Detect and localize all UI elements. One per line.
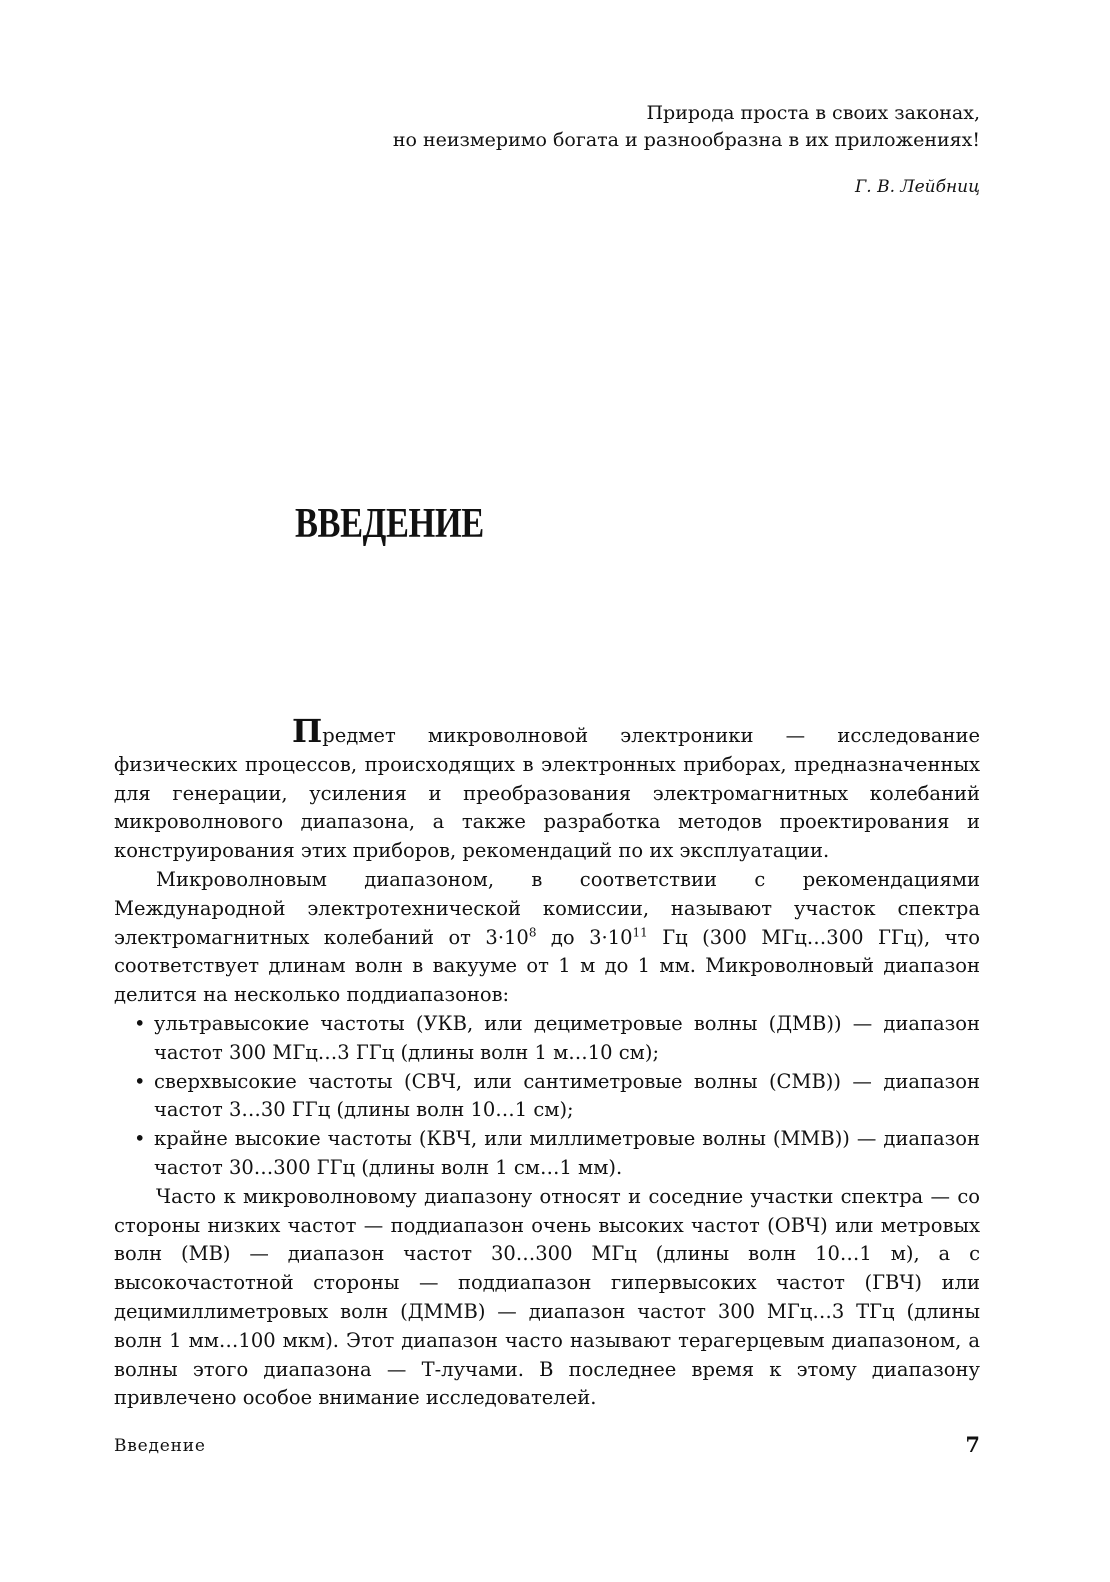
drop-cap: П — [292, 712, 323, 750]
bullet-icon: • — [134, 1069, 146, 1093]
epigraph-line-2: но неизмеримо богата и разнообразна в их приложениях! — [392, 129, 980, 151]
range-text-2: до 3·10 — [536, 925, 633, 949]
epigraph-author: Г. В. Лейбниц — [855, 177, 980, 197]
bullet-icon: • — [134, 1127, 146, 1151]
epigraph — [340, 100, 980, 201]
running-footer-section: Введение — [114, 1436, 206, 1456]
paragraph-range-definition — [114, 866, 980, 1010]
list-item-text: ультравысокие частоты (УКВ, или дециметровые волны (ДМВ)) — диапазон частот 300 МГц…3 ГГц (длины волн 1 м…10 см); — [154, 1011, 980, 1064]
exponent-1: 8 — [528, 925, 537, 940]
body-text — [114, 712, 980, 1413]
subrange-list — [114, 1010, 980, 1183]
epigraph-line-1: Природа проста в своих законах, — [646, 102, 980, 124]
range-text-3: Гц (300 МГц…300 ГГц), что соответствует длинам волн в вакууме от 1 м до 1 мм. Микроволновый диапазон делится на несколько поддиапазонов: — [114, 925, 980, 1007]
range-text-1: Микроволновым диапазоном, в соответствии с рекомендациями Международной электротехнической комиссии, называют участок спектра электромагнитных колебаний от 3·10 — [114, 867, 980, 949]
page-number: 7 — [965, 1432, 980, 1457]
list-item — [114, 1125, 980, 1183]
paragraph-intro-text: редмет микроволновой электроники — исследование физических процессов, происходящих в электронных приборах, предназначенных для генерации, усиления и преобразования электромагнитных колебаний микроволнового диапазона, а также разработка методов проектирования и конструирования этих приборов, рекомендаций по их эксплуатации. — [114, 724, 980, 863]
paragraph-intro — [114, 712, 980, 866]
list-item — [114, 1068, 980, 1126]
list-item-text: крайне высокие частоты (КВЧ, или миллиметровые волны (ММВ)) — диапазон частот 30…300 ГГц (длины волн 1 см…1 мм). — [154, 1127, 980, 1179]
bullet-icon: • — [134, 1011, 146, 1035]
paragraph-adjacent-ranges: Часто к микроволновому диапазону относят и соседние участки спектра — со стороны низких частот — поддиапазон очень высоких частот (ОВЧ) или метровых волн (МВ) — диапазон частот 30…300 МГц (длины волн 10…1 м), а с высокочастотной стороны — поддиапазон гипервысоких частот (ГВЧ) или децимиллиметровых волн (ДММВ) — диапазон частот 300 МГц…3 ТГц (длины волн 1 мм…100 мкм). Этот диапазон часто называют терагерцевым диапазоном, а волны этого диапазона — Т-лучами. В последнее время к этому диапазону привлечено особое внимание исследователей. — [114, 1184, 980, 1410]
chapter-title: ВВЕДЕНИЕ — [295, 501, 484, 547]
exponent-2: 11 — [632, 925, 648, 940]
list-item — [114, 1010, 980, 1068]
list-item-text: сверхвысокие частоты (СВЧ, или сантиметровые волны (СМВ)) — диапазон частот 3…30 ГГц (длины волн 10…1 см); — [154, 1069, 980, 1122]
